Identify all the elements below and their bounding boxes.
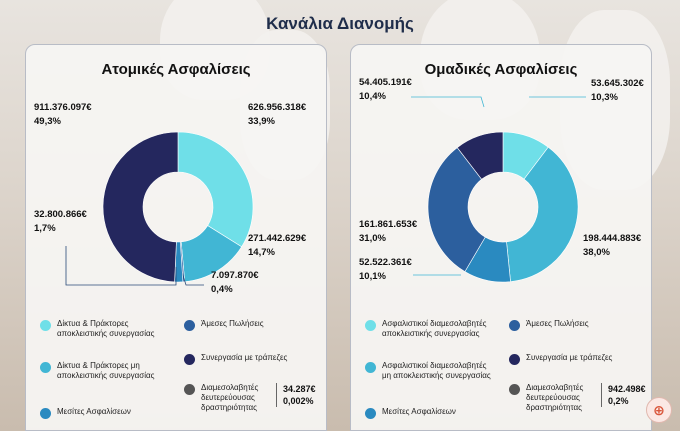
donut-chart-individual bbox=[26, 45, 328, 305]
legend-circle-icon bbox=[184, 320, 195, 331]
legend-item bbox=[509, 319, 639, 331]
legend-item bbox=[40, 361, 170, 381]
legend-label: Ασφαλιστικοί διαμεσολαβητές μη αποκλειστικής συνεργασίας bbox=[382, 361, 491, 380]
legend-item bbox=[184, 353, 314, 365]
donut-slice bbox=[178, 132, 253, 247]
slice-amount-label: 53.645.302€ bbox=[591, 78, 644, 89]
legend-item bbox=[40, 319, 170, 339]
chart-panel-individual bbox=[25, 44, 327, 431]
donut-chart-group bbox=[351, 45, 653, 305]
slice-amount-label: 161.861.653€ bbox=[359, 219, 418, 230]
legend-item bbox=[509, 383, 591, 413]
slice-percent-label: 0,4% bbox=[211, 284, 233, 295]
other-value-box bbox=[276, 383, 316, 407]
legend-label: Μεσίτες Ασφαλίσεων bbox=[57, 407, 131, 416]
slice-amount-label: 198.444.883€ bbox=[583, 233, 642, 244]
slice-amount-label: 271.442.629€ bbox=[248, 233, 307, 244]
slice-percent-label: 49,3% bbox=[34, 116, 61, 127]
legend-circle-icon bbox=[365, 362, 376, 373]
slice-percent-label: 1,7% bbox=[34, 223, 56, 234]
slice-percent-label: 10,1% bbox=[359, 271, 386, 282]
leader-line bbox=[411, 97, 484, 107]
slice-amount-label: 911.376.097€ bbox=[34, 102, 92, 113]
legend-item bbox=[184, 319, 314, 331]
legend-item bbox=[509, 353, 639, 365]
legend-circle-icon bbox=[40, 362, 51, 373]
legend-label: Άμεσες Πωλήσεις bbox=[526, 319, 589, 328]
legend-circle-icon bbox=[509, 354, 520, 365]
other-amount: 34.287€ bbox=[283, 384, 316, 394]
slice-percent-label: 14,7% bbox=[248, 247, 275, 258]
slice-percent-label: 38,0% bbox=[583, 247, 610, 258]
legend-item bbox=[40, 407, 170, 419]
legend-circle-icon bbox=[509, 384, 520, 395]
legend-label: Διαμεσολαβητές δευτερεύουσας δραστηριότητας bbox=[526, 383, 584, 412]
chart-title: Ατομικές Ασφαλίσεις bbox=[101, 61, 251, 78]
donut-slice bbox=[103, 132, 178, 282]
legend-label: Ασφαλιστικοί διαμεσολαβητές αποκλειστικής συνεργασίας bbox=[382, 319, 487, 338]
slice-amount-label: 54.405.191€ bbox=[359, 77, 412, 88]
legend-item bbox=[365, 319, 495, 339]
legend-item bbox=[365, 361, 495, 381]
slice-amount-label: 32.800.866€ bbox=[34, 209, 87, 220]
slice-percent-label: 31,0% bbox=[359, 233, 386, 244]
legend-label: Διαμεσολαβητές δευτερεύουσας δραστηριότητας bbox=[201, 383, 259, 412]
slice-percent-label: 33,9% bbox=[248, 116, 275, 127]
legend-circle-icon bbox=[365, 408, 376, 419]
legend-circle-icon bbox=[365, 320, 376, 331]
legend-circle-icon bbox=[184, 354, 195, 365]
legend-circle-icon bbox=[40, 408, 51, 419]
legend-item bbox=[184, 383, 266, 413]
legend-circle-icon bbox=[509, 320, 520, 331]
slice-amount-label: 7.097.870€ bbox=[211, 270, 259, 281]
other-value-box bbox=[601, 383, 646, 407]
chart-title: Ομαδικές Ασφαλίσεις bbox=[424, 61, 578, 78]
legend-label: Δίκτυα & Πράκτορες μη αποκλειστικής συνεργασίας bbox=[57, 361, 155, 380]
slice-amount-label: 626.956.318€ bbox=[248, 102, 307, 113]
legend-label: Συνεργασία με τράπεζες bbox=[526, 353, 613, 362]
legend-label: Μεσίτες Ασφαλίσεων bbox=[382, 407, 456, 416]
legend-circle-icon bbox=[40, 320, 51, 331]
slice-percent-label: 10,4% bbox=[359, 91, 386, 102]
zoom-in-icon[interactable]: ⊕ bbox=[646, 397, 672, 423]
other-amount: 942.498€ bbox=[608, 384, 646, 394]
slice-percent-label: 10,3% bbox=[591, 92, 618, 103]
chart-panel-group bbox=[350, 44, 652, 431]
legend-item bbox=[365, 407, 495, 419]
slice-amount-label: 52.522.361€ bbox=[359, 257, 412, 268]
page-title: Κανάλια Διανομής bbox=[266, 14, 414, 33]
legend-label: Δίκτυα & Πράκτορες αποκλειστικής συνεργασίας bbox=[57, 319, 155, 338]
other-percent: 0,2% bbox=[608, 396, 629, 406]
legend-label: Συνεργασία με τράπεζες bbox=[201, 353, 288, 362]
legend-label: Άμεσες Πωλήσεις bbox=[201, 319, 264, 328]
legend-circle-icon bbox=[184, 384, 195, 395]
other-percent: 0,002% bbox=[283, 396, 314, 406]
